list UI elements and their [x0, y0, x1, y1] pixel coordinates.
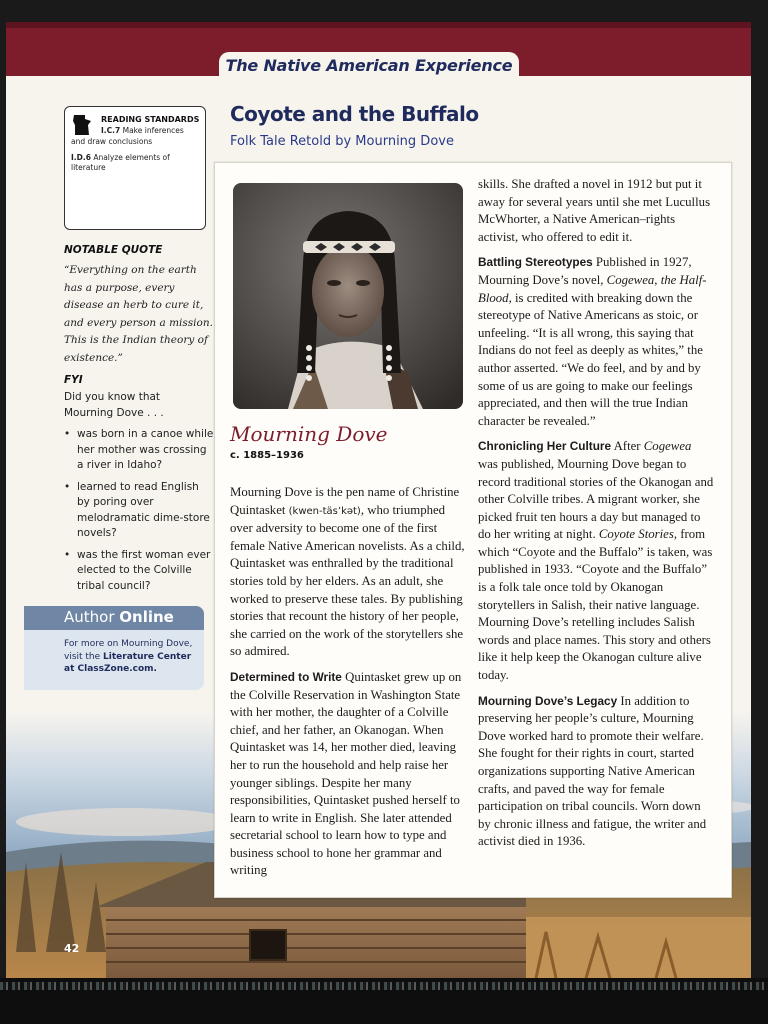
fyi-item: • was the first woman ever elected to the Colville tribal council? [64, 548, 214, 595]
bio-paragraph: Mourning Dove’s Legacy In addition to preserving her people’s culture, Mourning Dove worked hard to promote their welfare. She fought for their rights in court, started organizations supporting Native American crafts, and paved the way for female participation on tribal councils. Worn down by chronic illness and fatigue, the writer and activist died in 1936. [478, 693, 707, 849]
author-name: Mourning Dove [230, 422, 388, 446]
biography-column-2 [478, 176, 714, 859]
minnesota-state-icon [71, 113, 95, 137]
subheading-legacy: Mourning Dove’s Legacy [478, 693, 618, 708]
pronunciation: (kwen-täs’kət) [288, 505, 361, 517]
unit-label: The Native American Experience [225, 56, 513, 75]
selection-title: Coyote and the Buffalo [230, 102, 479, 126]
fyi-intro: Did you know that Mourning Dove . . . [64, 391, 164, 419]
subheading-chronicling-her-culture: Chronicling Her Culture [478, 439, 612, 454]
page-number: 42 [64, 942, 80, 955]
standard-item: I.D.6 Analyze elements of literature [71, 153, 170, 172]
notable-quote-heading: NOTABLE QUOTE [64, 244, 163, 256]
notable-quote-text: “Everything on the earth has a purpose, every disease an herb to cure it, and every person a mission. This is the Indian theory of existence.” [64, 264, 213, 364]
bio-paragraph: Battling Stereotypes Published in 1927, Mourning Dove’s novel, Cogewea, the Half-Blood, is credited with breaking down the stereotype of Native Americans as stoic, or unfeeling. “It is all wrong, this saying that Indians do not feel as deeply as whites,” the author asserted. “We do feel, and by and by some of us are going to make our feelings appreciated, and then will the true Indian character be revealed.” [478, 255, 707, 428]
fyi-item: • was born in a canoe while her mother was crossing a river in Idaho? [64, 427, 214, 474]
author-online-label: Author Online [64, 608, 174, 626]
author-online-header [24, 606, 204, 630]
fyi-heading: FYI [64, 374, 83, 386]
author-dates: c. 1885–1936 [230, 450, 304, 461]
author-portrait-photo [233, 183, 463, 409]
bio-paragraph: skills. She drafted a novel in 1912 but put it away for several years until she met Lucullus McWhorter, a Native American–rights activist, who offered to edit it. [478, 177, 711, 244]
fyi-list [64, 427, 214, 600]
fyi-item: • learned to read English by poring over melodramatic dime-store novels? [64, 480, 214, 542]
standard-item-continued: and draw conclusions [71, 137, 153, 146]
reading-standards-box [64, 106, 206, 230]
bio-paragraph: Chronicling Her Culture After Cogewea was published, Mourning Dove began to record traditional stories of the Okanogan and other Colville tribes. A migrant worker, she picked fruit ten hours a day but managed to do her writing at night. Coyote Stories, from which “Coyote and the Buffalo” is taken, was published in 1933. “Coyote and the Buffalo” is a folk tale once told by Okanogan storytellers in Salish, their native language. Mourning Dove’s retelling includes Salish words and place names. This story and others like it help keep the Okanogan culture alive today. [478, 439, 714, 683]
selection-subtitle: Folk Tale Retold by Mourning Dove [230, 134, 454, 149]
bottom-edge-strip [0, 978, 768, 1024]
textbook-page [6, 22, 751, 978]
classzone-link[interactable]: Literature Center at ClassZone.com. [64, 651, 192, 674]
subheading-battling-stereotypes: Battling Stereotypes [478, 255, 593, 270]
bio-paragraph: Mourning Dove is the pen name of Christine Quintasket (kwen-täs’kət), who triumphed over adversity to become one of the first female Native American novelists. As a child, Quintasket was enthralled by the traditional stories told by her elders. As an adult, she worked to preserve these tales. By publishing stories that recount the history of her people, she carried on the work of the storytellers she so admired. [230, 485, 465, 659]
biography-column-1 [230, 484, 466, 888]
subheading-determined-to-write: Determined to Write [230, 669, 342, 684]
standard-item: I.C.7 Make inferences [101, 126, 184, 135]
author-online-text: For more on Mourning Dove, visit the Literature Center at ClassZone.com. [64, 639, 193, 674]
bio-paragraph: Determined to Write Quintasket grew up on the Colville Reservation in Washington State with her mother, the daughter of a Colville chief, and her father, an Okanogan. When Quintasket was 14, her mother died, leaving her to run the household and help raise her younger siblings. Despite her many responsibilities, Quintasket pushed herself to learn to write in English. She later attended secretarial school to learn how to type and business school to hone her grammar and writing [230, 669, 462, 878]
decorative-stripe [0, 982, 768, 990]
standards-heading: READING STANDARDS [101, 115, 200, 124]
author-online-box[interactable] [24, 606, 204, 690]
